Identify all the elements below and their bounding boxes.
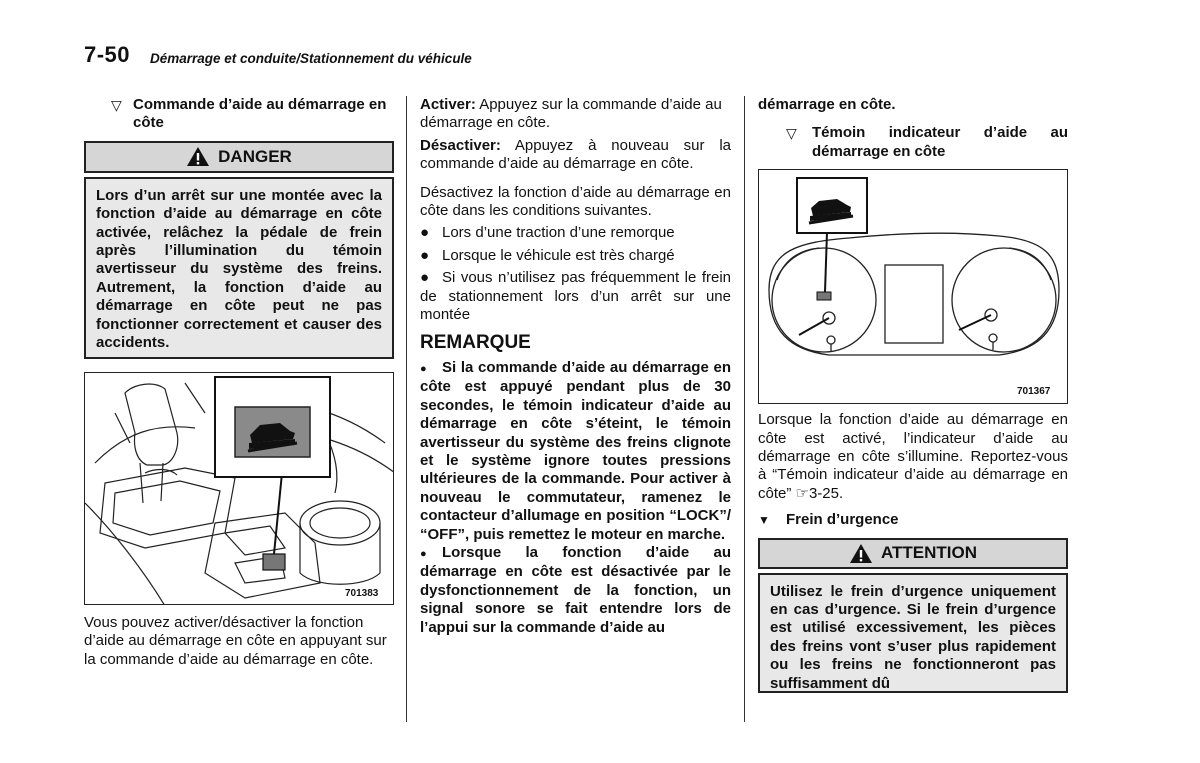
subheading: [87, 96, 394, 133]
figure-code: 701367: [1017, 386, 1051, 398]
note-item: ● Lorsque la fonction d’aide au démarrage en côte est désactivée par le dysfonctionnement de la fonction, un signal sonore se fait entendre lors de l’appui sur la commande d’aide au: [420, 543, 731, 636]
column-divider: [744, 96, 745, 722]
attention-title: [758, 538, 1068, 569]
instrument-cluster-illustration: [759, 170, 1068, 404]
indicator-description: Lorsque la fonction d’aide au démarrage en côte est activé, l’indicateur d’aide au démarrage en côte s’illumine. Reportez-vous à “Témoin indicateur d’aide au démarrage en côte” ☞3-25.: [758, 411, 1068, 502]
subheading-text: Témoin indicateur d’aide au démarrage en côte: [812, 124, 1068, 160]
attention-text: Utilisez le frein d’urgence uniquement en cas d’urgence. Si le frein d’urgence est utilisé excessivement, les pièces des freins vont s’user plus rapidement ou les freins ne fonctionneront pas suffisamment dû: [770, 582, 1056, 692]
danger-box: [84, 177, 394, 359]
triangle-icon: ▽: [111, 97, 122, 113]
deactivate-label: Désactiver:: [420, 136, 501, 154]
list-item: ● Lors d’une traction d’une remorque: [420, 224, 675, 242]
figure-console-switch: [84, 372, 394, 605]
list-item: ● Si vous n’utilisez pas fréquemment le frein de stationnement lors d’un arrêt sur une montée: [420, 269, 731, 324]
note-item: ● Si la commande d’aide au démarrage en côte est appuyé pendant plus de 30 secondes, le témoin indicateur d’aide au démarrage en côte s’éteint, le témoin avertisseur du système des freins clignote et le système ignore toutes pressions ultérieures de la commande. Pour activer à nouveau le commutateur, ramenez le contacteur d’allumage en position “LOCK”/ “OFF”, puis remettez le moteur en marche.: [420, 358, 731, 543]
attention-label: ATTENTION: [880, 542, 977, 562]
danger-label: DANGER: [218, 146, 292, 166]
column-divider: [406, 96, 407, 722]
column-3: [758, 96, 1068, 693]
warning-sign-icon: [849, 543, 873, 564]
activate-paragraph: [420, 96, 731, 133]
subheading: [758, 124, 1068, 161]
section-heading-text: Frein d’urgence: [786, 511, 899, 529]
filled-triangle-icon: ▼: [758, 513, 770, 528]
continuation-text: démarrage en côte.: [758, 96, 896, 113]
activate-label: Activer:: [420, 96, 476, 113]
deactivate-paragraph: [420, 137, 731, 174]
figure-code: 701383: [345, 587, 379, 599]
danger-title: [84, 141, 394, 173]
activate-text: Appuyez sur la commande d’aide au démarrage en côte.: [420, 96, 722, 132]
column-1: [84, 96, 394, 673]
page-header: [84, 42, 1068, 72]
warning-sign-icon: [186, 146, 210, 167]
subheading-text: Commande d’aide au démarrage en côte: [133, 96, 387, 132]
list-item: ● Lorsque le véhicule est très chargé: [420, 246, 675, 264]
danger-text: Lors d’un arrêt sur une montée avec la fonction d’aide au démarrage en côte activée, relâchez la pédale de frein après l’illumination du témoin avertisseur du système des freins. Autrement, la fonction d’aide au démarrage en côte peut ne pas fonctionner correctement et causer des accidents.: [96, 186, 382, 352]
page-number: 7-50: [84, 42, 131, 67]
figure-instrument-cluster: [758, 169, 1068, 404]
section-title: Démarrage et conduite/Stationnement du véhicule: [150, 51, 472, 66]
note-heading: REMARQUE: [420, 332, 531, 354]
triangle-icon: ▽: [786, 125, 797, 142]
attention-box: [758, 573, 1068, 693]
deactivate-text: Appuyez à nouveau sur la commande d’aide au démarrage en côte.: [420, 136, 731, 173]
caption: Vous pouvez activer/désactiver la fonction d’aide au démarrage en côte en appuyant sur la commande d’aide au démarrage en côte.: [84, 613, 387, 668]
console-switch-illustration: [85, 373, 394, 605]
section-heading: [758, 511, 1068, 529]
column-2: [420, 96, 731, 641]
conditions-intro: Désactivez la fonction d’aide au démarrage en côte dans les conditions suivantes.: [420, 183, 731, 220]
